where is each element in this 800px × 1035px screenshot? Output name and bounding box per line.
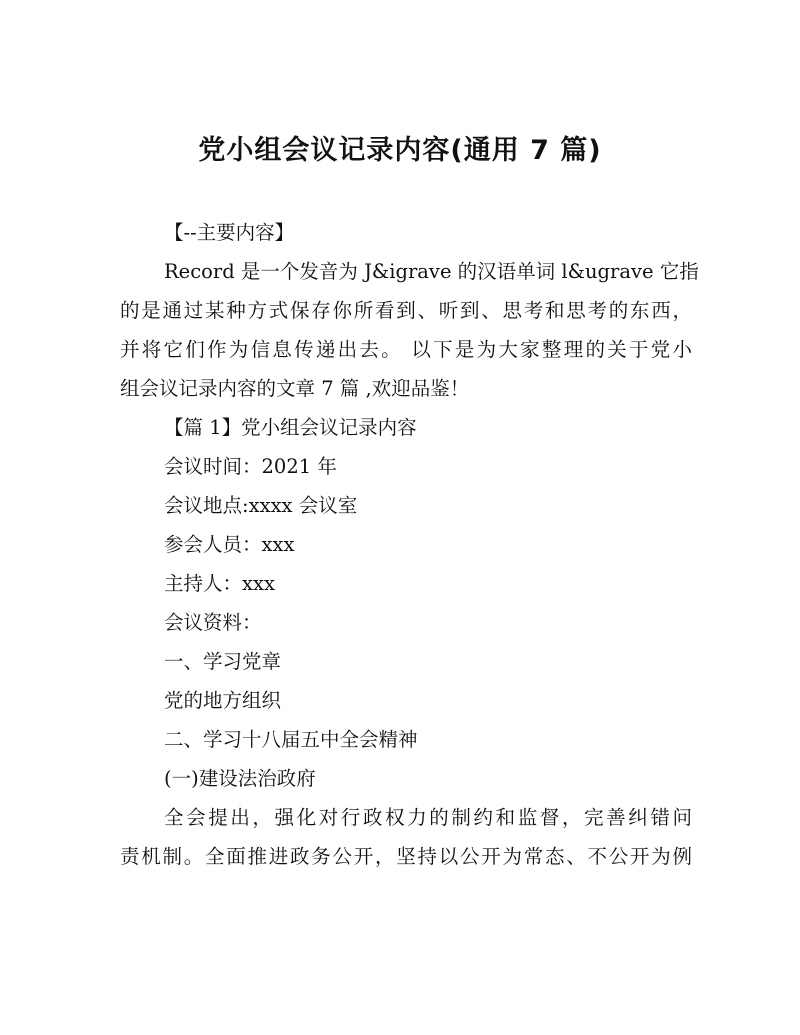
paragraph-line: 责机制。全面推进政务公开，坚持以公开为常态、不公开为例 <box>120 845 692 868</box>
agenda-item: 一、学习党章 <box>164 650 282 673</box>
attendees: 参会人员：xxx <box>164 533 295 556</box>
paragraph-line: 组会议记录内容的文章 7 篇 ,欢迎品鉴！ <box>120 377 470 400</box>
document-body <box>120 213 699 876</box>
paragraph-line: Record 是一个发音为 J&igrave 的汉语单词 l&ugrave 它指 <box>164 260 699 283</box>
meeting-location: 会议地点:xxxx 会议室 <box>164 494 358 517</box>
host: 主持人：xxx <box>164 572 275 595</box>
meeting-materials: 会议资料： <box>164 611 262 634</box>
summary-heading: 【--主要内容】 <box>164 221 295 244</box>
paragraph-line: 并将它们作为信息传递出去。 以下是为大家整理的关于党小 <box>120 338 692 361</box>
paragraph-line: 的是通过某种方式保存你所看到、听到、思考和思考的东西， <box>120 299 692 322</box>
meeting-time: 会议时间：2021 年 <box>164 455 337 478</box>
agenda-subitem: 党的地方组织 <box>164 689 282 712</box>
agenda-item: 二、学习十八届五中全会精神 <box>164 728 418 751</box>
paragraph-line: 全会提出，强化对行政权力的制约和监督，完善纠错问 <box>164 806 692 829</box>
agenda-subitem: (一)建设法治政府 <box>164 767 316 790</box>
section-heading: 【篇 1】党小组会议记录内容 <box>164 416 417 439</box>
page-title: 党小组会议记录内容(通用 7 篇) <box>198 135 602 166</box>
